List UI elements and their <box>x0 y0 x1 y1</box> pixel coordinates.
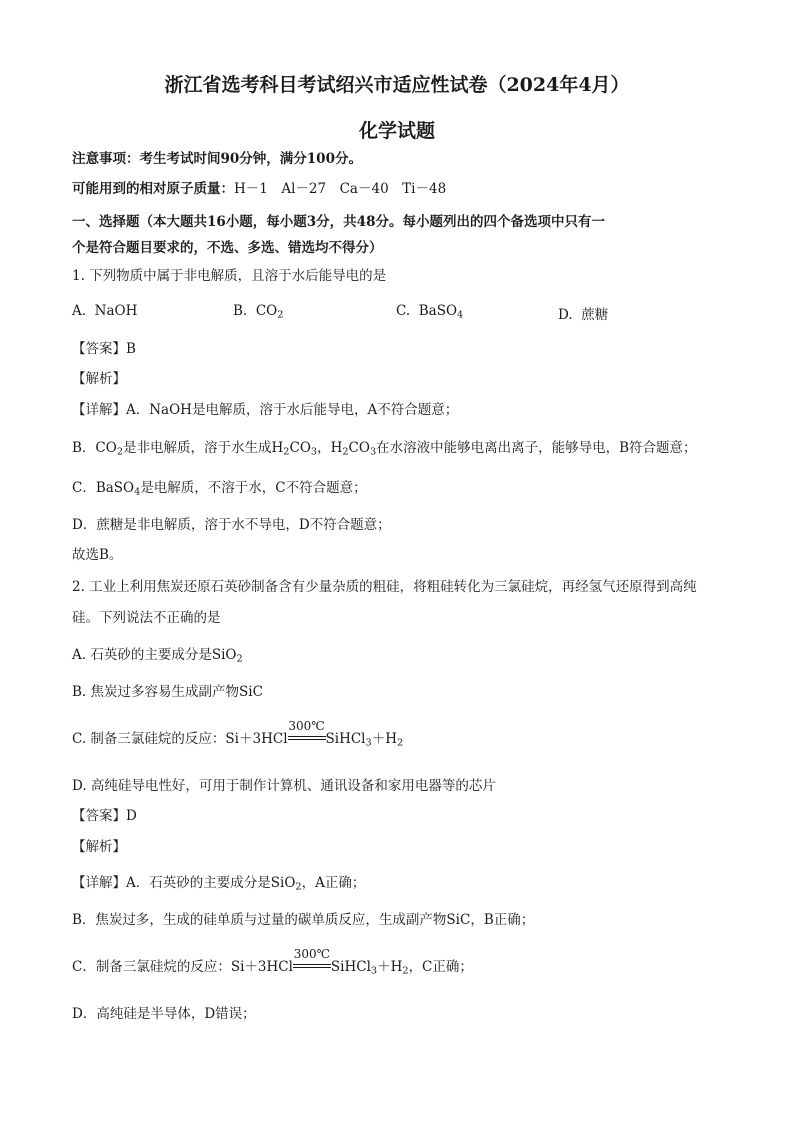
q2-stem-line2: 硅。下列说法不正确的是 <box>72 610 221 626</box>
q2-d3-sub2: 2 <box>402 965 409 977</box>
q1-d2-post: 在水溶液中能够电离出离子，能够导电，B符合题意； <box>376 440 697 456</box>
q2-option-d: D. 高纯硅导电性好，可用于制作计算机、通讯设备和家用电器等的芯片 <box>72 778 496 794</box>
q2-d1-pre: A．石英砂的主要成分是SiO <box>126 875 296 891</box>
q1-d3-sub: 4 <box>134 486 141 498</box>
q2-d3-tail: ，C正确； <box>408 959 473 975</box>
q2-eq-sub: 3 <box>365 737 372 749</box>
q1-d3-post: 是电解质，不溶于水，C不符合题意； <box>140 480 367 496</box>
q2-eq-product: SiHCl <box>325 731 366 747</box>
q1-option-d <box>558 303 608 323</box>
q2-answer-line <box>72 807 137 825</box>
q2-option-a <box>72 646 243 669</box>
q2-stem-line1: 2. 工业上利用焦炭还原石英砂制备含有少量杂质的粗硅，将粗硅转化为三氯硅烷，再经氢气还原得到高纯 <box>72 579 697 595</box>
q1-d2-mid: 是非电解质，溶于水生成H <box>123 440 284 456</box>
section1-line1: 一、选择题（本大题共16小题，每小题3分，共48分。每小题列出的四个备选项中只有一 <box>72 214 605 230</box>
q2-option-b: B. 焦炭过多容易生成副产物SiC <box>72 684 263 700</box>
q2-d3-sub: 3 <box>370 965 378 977</box>
q1-stem: 1. 下列物质中属于非电解质，且溶于水后能导电的是 <box>72 268 387 284</box>
q1-conclusion: 故选B。 <box>72 547 123 563</box>
q2-analysis-tag: 【解析】 <box>72 839 126 855</box>
q1-option-c-label: C. <box>396 303 411 319</box>
section1-line2: 个是符合题目要求的，不选、多选、错选均不得分） <box>72 240 383 256</box>
q2-detail-tag: 【详解】 <box>72 875 126 891</box>
q1-d2-mid3: ，H <box>317 440 343 456</box>
q2-option-a-text: A. 石英砂的主要成分是SiO <box>72 647 237 663</box>
subject-title: 化学试题 <box>358 120 435 142</box>
q1-option-c <box>396 303 463 321</box>
q1-option-a-label: A. <box>72 303 87 319</box>
notes-text: 考生考试时间90分钟，满分100分。 <box>139 151 362 167</box>
q1-answer-tag: 【答案】 <box>72 341 126 357</box>
q1-detail-line4: D．蔗糖是非电解质，溶于水不导电，D不符合题意； <box>72 517 391 533</box>
q1-d2-mid2: CO <box>289 440 311 456</box>
q2-option-c-text: C. 制备三氯硅烷的反应：Si＋3HCl <box>72 731 288 747</box>
reaction-condition-arrow <box>288 719 326 748</box>
q2-detail-line2: B．焦炭过多，生成的硅单质与过量的碳单质反应，生成副产物SiC，B正确； <box>72 912 535 928</box>
q2-d3-product: SiHCl <box>330 959 371 975</box>
q2-d3-product2: ＋H <box>377 959 403 975</box>
q1-option-a-text: NaOH <box>94 303 138 319</box>
atomic-mass-line <box>72 180 446 198</box>
q2-d1-sub: 2 <box>295 881 302 893</box>
q2-eq-product2: ＋H <box>371 731 397 747</box>
q1-detail-line3 <box>72 479 367 502</box>
q1-detail-1: A．NaOH是电解质，溶于水后能导电，A不符合题意； <box>126 402 459 418</box>
equals-bar <box>288 736 326 740</box>
atomic-values: H－1 Al－27 Ca－40 Ti－48 <box>234 181 447 197</box>
q1-option-a <box>72 303 137 319</box>
q1-d2-sub3: 3 <box>310 446 318 458</box>
q1-option-d-text: 蔗糖 <box>581 307 609 323</box>
reaction-condition: 300℃ <box>288 719 325 733</box>
q1-answer: B <box>126 341 136 357</box>
q2-answer-tag: 【答案】 <box>72 808 126 824</box>
q2-detail-line3 <box>72 947 473 981</box>
q1-detail-line2 <box>72 439 697 462</box>
q1-option-c-sub: 4 <box>457 309 464 321</box>
q2-detail-line1 <box>72 874 365 897</box>
reaction-condition-2: 300℃ <box>293 947 331 961</box>
q1-detail-line1 <box>72 401 458 419</box>
q2-option-c <box>72 719 404 753</box>
notes-label: 注意事项： <box>72 151 140 167</box>
q1-d2-sub4: 2 <box>342 446 349 458</box>
q1-answer-line <box>72 340 136 358</box>
exam-title: 浙江省选考科目考试绍兴市适应性试卷（2024年4月） <box>164 74 630 96</box>
q2-answer: D <box>126 808 137 824</box>
q1-analysis-tag: 【解析】 <box>72 371 126 387</box>
q2-d3-pre: C．制备三氯硅烷的反应：Si＋3HCl <box>72 959 293 975</box>
q1-detail-tag: 【详解】 <box>72 402 126 418</box>
q2-detail-line4: D．高纯硅是半导体，D错误； <box>72 1006 256 1022</box>
reaction-condition-arrow-2 <box>293 947 331 976</box>
atomic-label: 可能用到的相对原子质量： <box>72 181 234 197</box>
q1-option-d-label: D. <box>558 307 573 323</box>
q2-option-a-sub: 2 <box>236 653 243 665</box>
q1-option-b-sub: 2 <box>277 309 284 321</box>
q1-option-b-label: B. <box>233 303 248 319</box>
q1-d2-sub5: 3 <box>369 446 377 458</box>
q1-d2-pre: B．CO <box>72 440 117 456</box>
q1-d2-sub2: 2 <box>283 446 290 458</box>
q1-option-c-text: BaSO <box>418 303 458 319</box>
q1-option-b-text: CO <box>255 303 278 319</box>
q1-d3-pre: C．BaSO <box>72 480 135 496</box>
q2-eq-sub2: 2 <box>396 737 404 749</box>
notes-line <box>72 150 362 168</box>
q1-d2-mid4: CO <box>348 440 370 456</box>
equals-bar-2 <box>293 964 331 968</box>
q1-option-b <box>233 303 283 321</box>
q2-d1-post: ，A正确； <box>301 875 366 891</box>
q1-d2-sub: 2 <box>116 446 124 458</box>
